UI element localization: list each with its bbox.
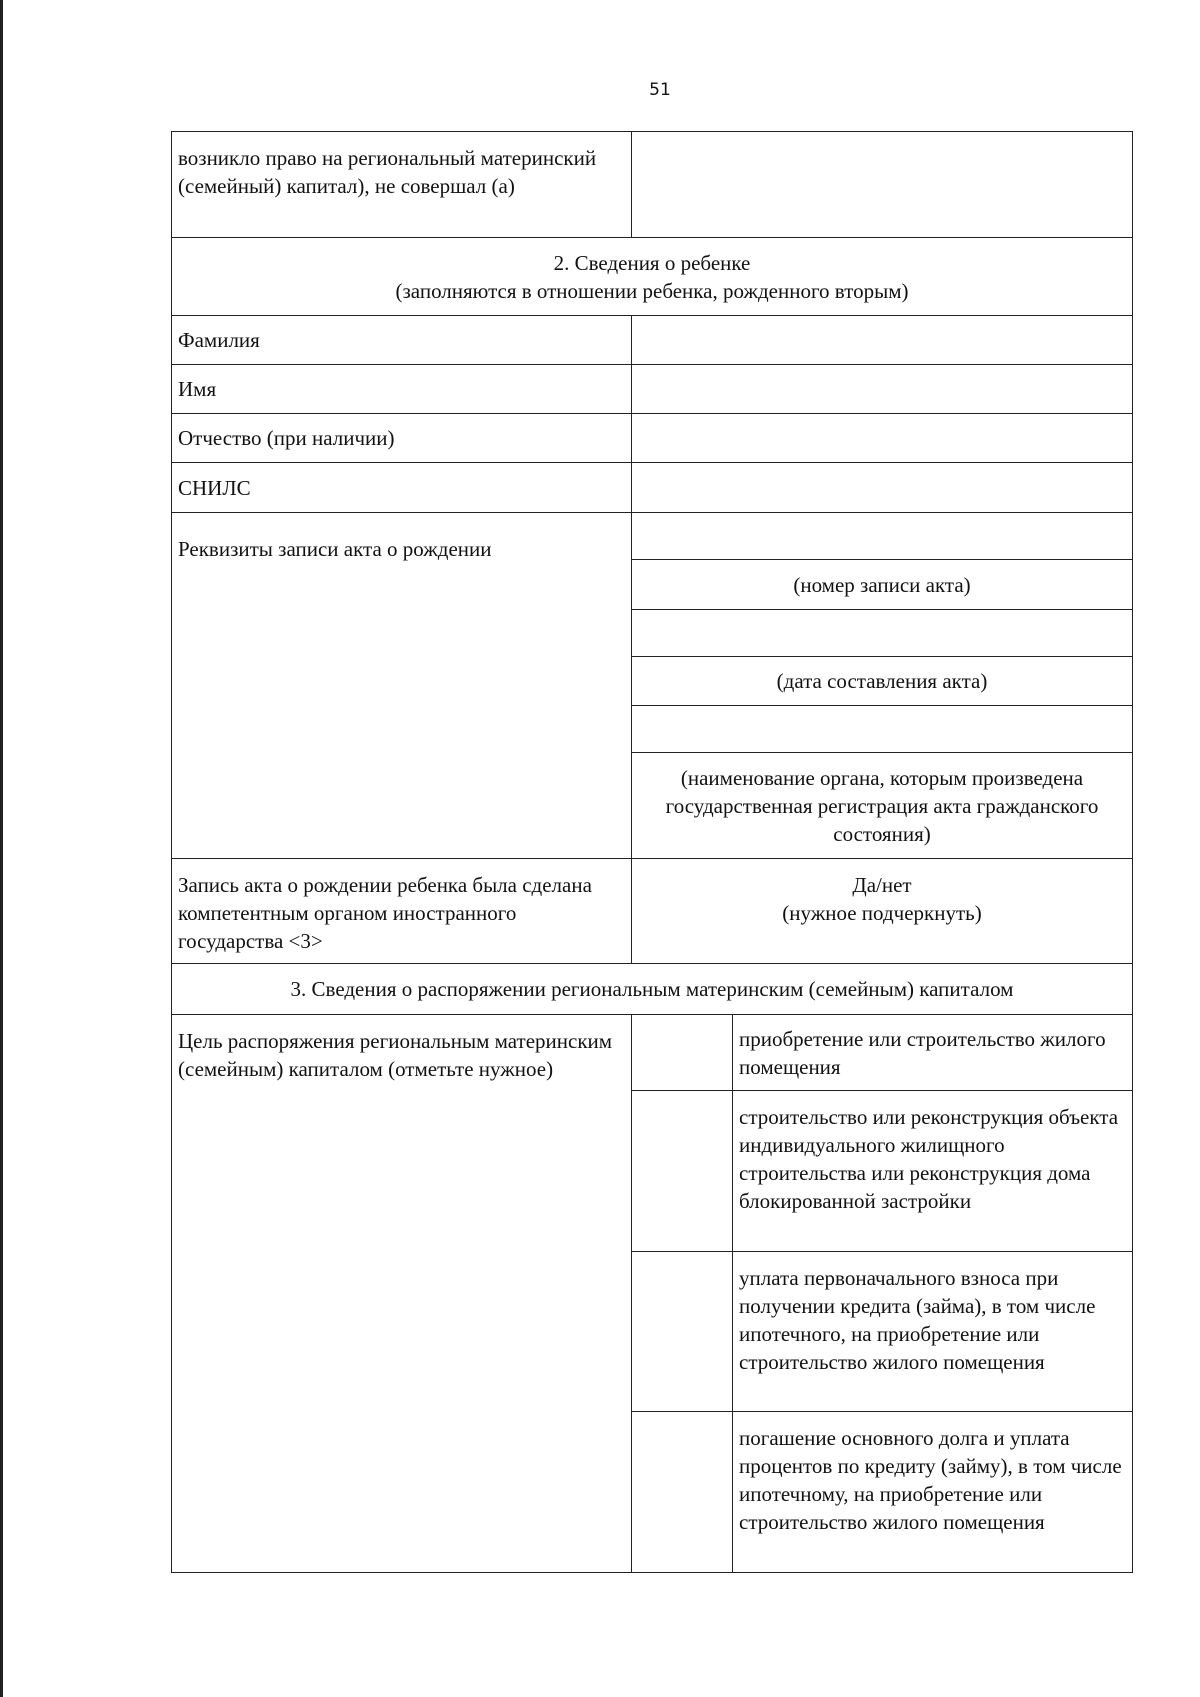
scan-edge [0,0,3,1697]
purpose-checkbox-2[interactable] [632,1091,733,1252]
yes-no-answer[interactable]: Да/нет [852,873,912,897]
purpose-label: Цель распоряжения региональным материнским (семейным) капиталом (отметьте нужное) [172,1015,632,1573]
snils-row [172,463,1133,513]
section2-title: 2. Сведения о ребенке [553,250,751,275]
birth-record-label: Реквизиты записи акта о рождении [172,513,632,859]
surname-value-cell[interactable] [632,316,1133,365]
intro-text: возникло право на региональный материнский (семейный) капитал), не совершал (а) [172,132,632,238]
authority-value-cell[interactable] [632,706,1133,753]
purpose-option-2: строительство или реконструкция объекта индивидуального жилищного строительства или реконструкция дома блокированной застройки [733,1091,1133,1252]
foreign-record-row [172,859,1133,964]
purpose-checkbox-3[interactable] [632,1252,733,1412]
patronymic-row [172,414,1133,463]
underline-hint: (нужное подчеркнуть) [782,901,982,925]
application-form-table [171,131,1133,1573]
section3-header-row [172,964,1133,1015]
intro-value-cell[interactable] [632,132,1133,238]
purpose-option-1: приобретение или строительство жилого помещения [733,1015,1133,1091]
birth-record-row-number [172,513,1133,560]
authority-hint: (наименование органа, которым произведена государственная регистрация акта гражданского состояния) [632,753,1133,859]
surname-row [172,316,1133,365]
foreign-record-answer-cell[interactable] [632,859,1133,964]
patronymic-label: Отчество (при наличии) [172,414,632,463]
foreign-record-label: Запись акта о рождении ребенка была сделана компетентным органом иностранного государства <3> [172,859,632,964]
record-date-value-cell[interactable] [632,610,1133,657]
snils-value-cell[interactable] [632,463,1133,513]
patronymic-value-cell[interactable] [632,414,1133,463]
section2-subtitle: (заполняются в отношении ребенка, рожденного вторым) [395,278,909,303]
section2-header [172,238,1133,316]
purpose-option-4: погашение основного долга и уплата процентов по кредиту (займу), в том числе ипотечному, на приобретение или строительство жилого помещения [733,1412,1133,1573]
surname-label: Фамилия [172,316,632,365]
purpose-option-3: уплата первоначального взноса при получении кредита (займа), в том числе ипотечного, на приобретение или строительство жилого помещения [733,1252,1133,1412]
record-number-value-cell[interactable] [632,513,1133,560]
name-label: Имя [172,365,632,414]
purpose-checkbox-1[interactable] [632,1015,733,1091]
name-row [172,365,1133,414]
purpose-option-row-1 [172,1015,1133,1091]
name-value-cell[interactable] [632,365,1133,414]
record-date-hint: (дата составления акта) [632,657,1133,706]
snils-label: СНИЛС [172,463,632,513]
section2-header-row [172,238,1133,316]
purpose-checkbox-4[interactable] [632,1412,733,1573]
record-number-hint: (номер записи акта) [632,560,1133,610]
page-number: 51 [649,80,671,100]
section3-title: 3. Сведения о распоряжении региональным материнским (семейным) капиталом [172,964,1133,1015]
intro-row [172,132,1133,238]
